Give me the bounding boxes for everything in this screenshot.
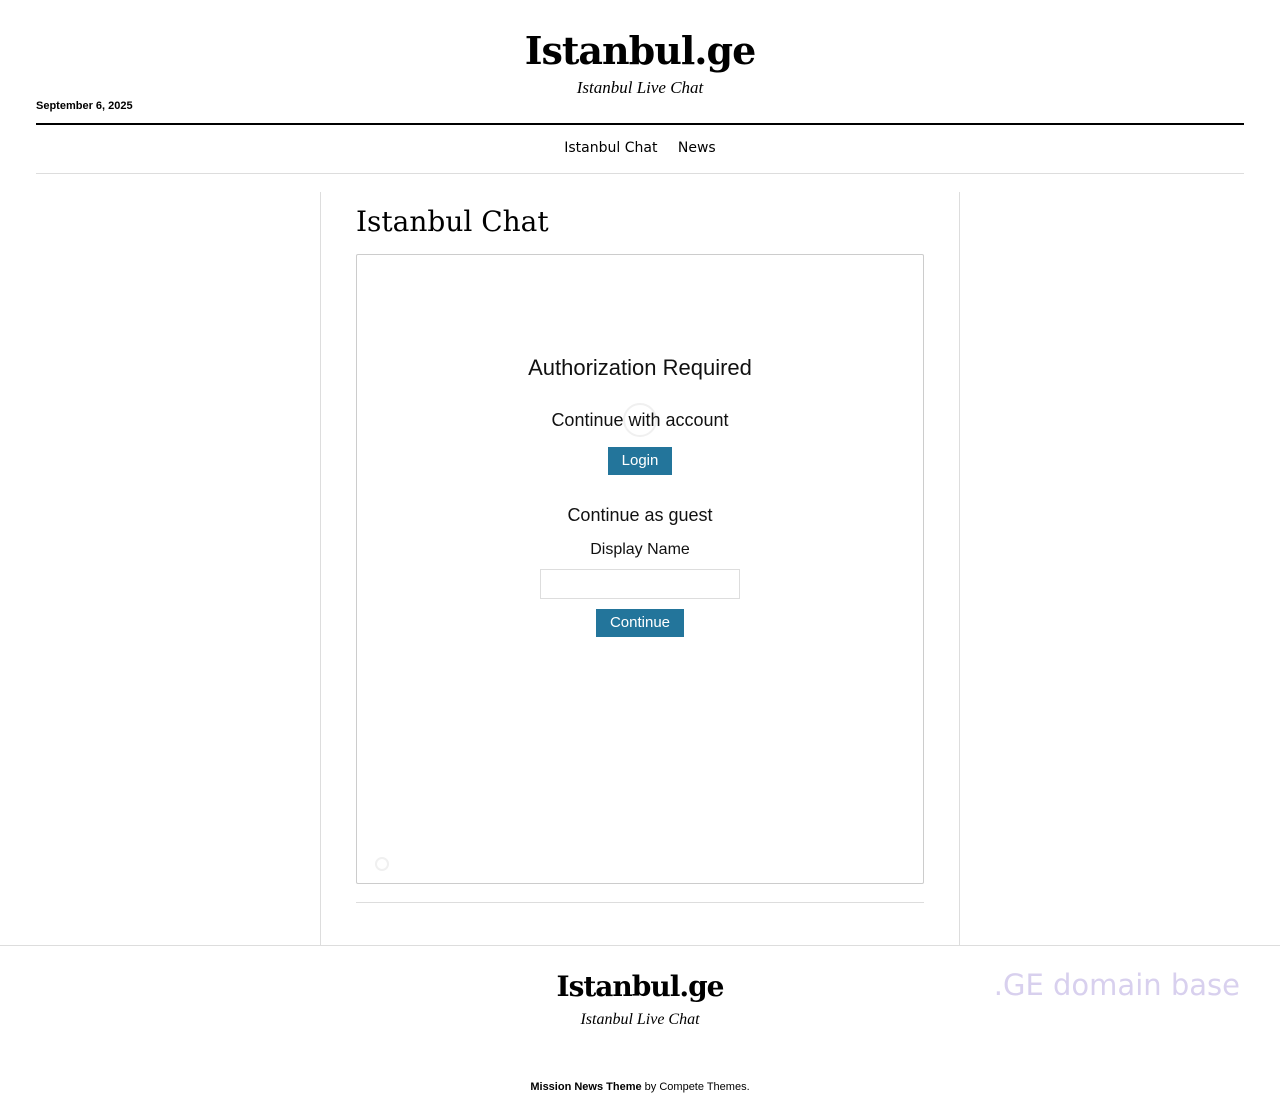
theme-credit-text: by Compete Themes.	[644, 1081, 750, 1093]
continue-button[interactable]: Continue	[596, 609, 684, 637]
footer-divider	[0, 945, 1280, 946]
site-title-link[interactable]: Istanbul.ge	[524, 28, 756, 73]
nav-item-news[interactable]: News	[677, 140, 716, 156]
current-date: September 6, 2025	[36, 100, 133, 112]
guest-section-label: Continue as guest	[567, 505, 713, 525]
auth-title: Authorization Required	[528, 355, 752, 380]
footer-tagline: Istanbul Live Chat	[580, 1011, 700, 1028]
display-name-input[interactable]	[540, 569, 740, 599]
settings-icon	[375, 857, 389, 871]
domain-promo[interactable]: .GE domain base	[993, 968, 1240, 1002]
main-navigation	[0, 140, 1280, 156]
display-name-label: Display Name	[590, 541, 690, 558]
header-divider	[36, 123, 1244, 125]
nav-divider	[36, 173, 1244, 174]
nav-item-istanbul-chat[interactable]: Istanbul Chat	[564, 140, 658, 156]
content-divider	[356, 902, 924, 903]
theme-credit-link[interactable]: Mission News Theme	[530, 1081, 642, 1093]
content-left-border	[320, 192, 321, 946]
chat-widget	[356, 254, 924, 884]
site-tagline: Istanbul Live Chat	[576, 78, 704, 97]
footer-site-title[interactable]: Istanbul.ge	[556, 970, 724, 1003]
page-title: Istanbul Chat	[356, 205, 549, 238]
account-section-label: Continue with account	[551, 410, 729, 430]
theme-credit	[0, 1081, 1280, 1093]
site-title	[0, 28, 1280, 73]
login-button[interactable]: Login	[608, 447, 672, 475]
content-right-border	[959, 192, 960, 946]
